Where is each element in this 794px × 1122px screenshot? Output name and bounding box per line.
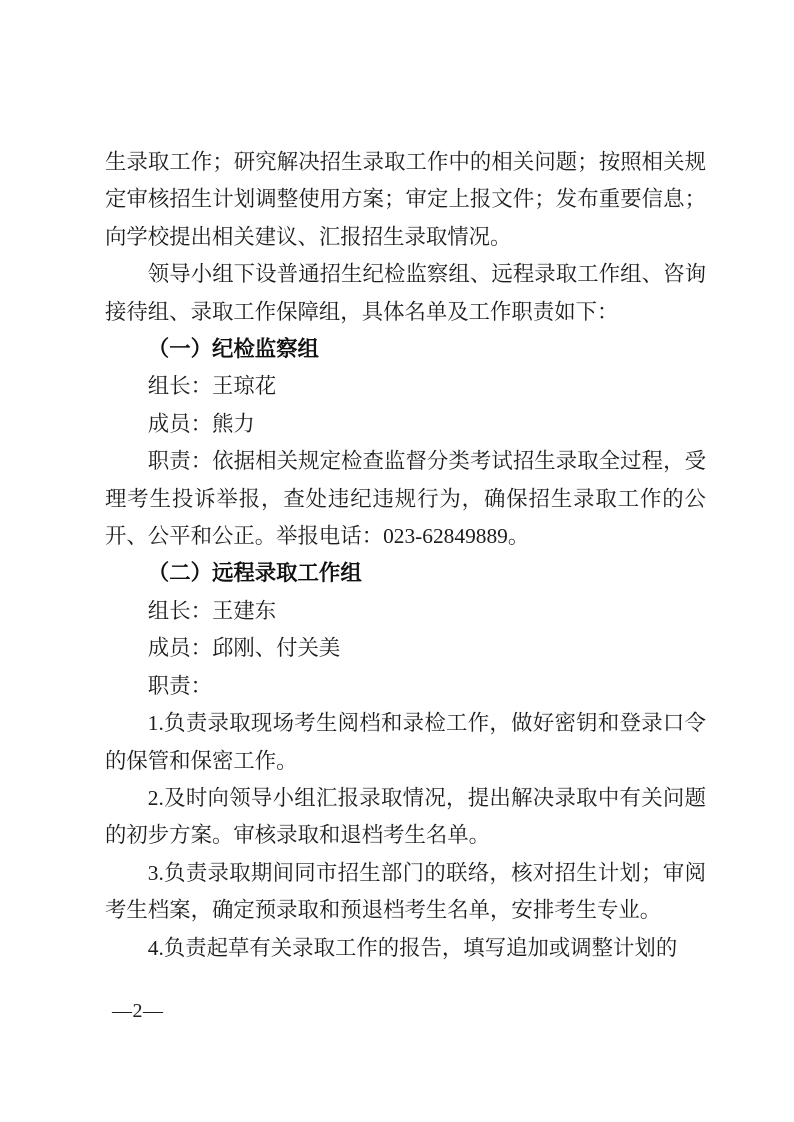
duty-item-2: 2.及时向领导小组汇报录取情况，提出解决录取中有关问题的初步方案。审核录取和退档考生名单。: [105, 785, 706, 848]
duty-item-3: 3.负责录取期间同市招生部门的联络，核对招生计划；审阅考生档案，确定预录取和预退档考生名单，安排考生专业。: [105, 860, 706, 923]
line-duties-label: 职责：: [147, 673, 212, 698]
line-leader-2: 组长：王建东: [147, 598, 277, 623]
duty-item-1: 1.负责录取现场考生阅档和录检工作，做好密钥和登录口令的保管和保密工作。: [105, 711, 706, 773]
line-members-2: 成员：邱刚、付关美: [147, 636, 341, 661]
line-leader-1: 组长：王琼花: [147, 374, 277, 399]
duty-item-4: 4.负责起草有关录取工作的报告，填写追加或调整计划的: [147, 935, 678, 960]
document-body: [105, 144, 706, 967]
paragraph-subgroups-intro: 领导小组下设普通招生纪检监察组、远程录取工作组、咨询接待组、录取工作保障组，具体名单及工作职责如下：: [105, 262, 706, 324]
heading-section-1: （一）纪检监察组: [147, 337, 319, 362]
line-members-1: 成员：熊力: [147, 411, 255, 436]
heading-section-2: （二）远程录取工作组: [147, 561, 362, 586]
paragraph-duties-continued: 生录取工作；研究解决招生录取工作中的相关问题；按照相关规定审核招生计划调整使用方案；审定上报文件；发布重要信息；向学校提出相关建议、汇报招生录取情况。: [105, 150, 706, 249]
page-number: —2—: [112, 1000, 164, 1022]
paragraph-duties-1: 职责：依据相关规定检查监督分类考试招生录取全过程，受理考生投诉举报，查处违纪违规行为，确保招生录取工作的公开、公平和公正。举报电话：023-62849889。: [105, 449, 706, 549]
